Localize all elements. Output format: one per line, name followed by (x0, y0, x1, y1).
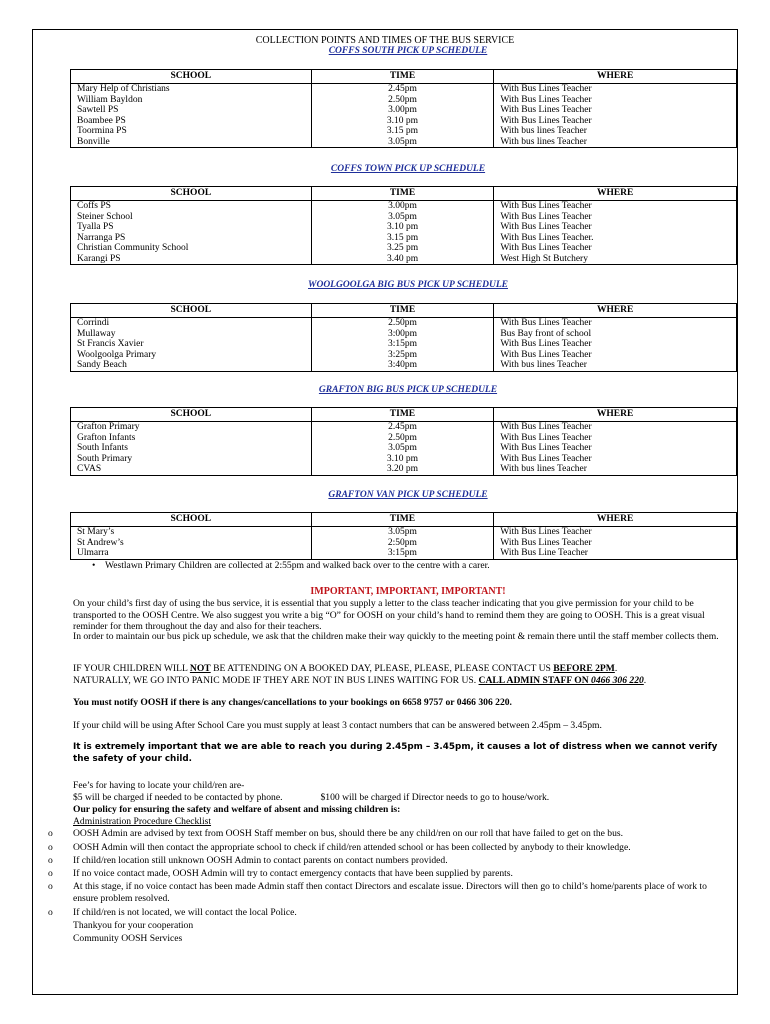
policy-heading: Our policy for ensuring the safety and welfare of absent and missing children is: (73, 804, 401, 815)
school-cell: Sawtell PS (71, 105, 312, 116)
column-header: TIME (311, 304, 494, 318)
table-row (71, 318, 737, 329)
time-cell: 3:25pm (311, 350, 494, 361)
time-cell: 3.00pm (311, 201, 494, 212)
school-cell: Grafton Primary (71, 422, 312, 433)
table-row (71, 339, 737, 350)
list-bullet-icon: o (48, 881, 53, 892)
column-header: WHERE (494, 408, 737, 422)
list-bullet-icon: o (48, 842, 53, 853)
where-cell: With Bus Lines Teacher (494, 443, 737, 454)
schedule-title-grafton-van: GRAFTON VAN PICK UP SCHEDULE (328, 490, 488, 500)
where-cell: With Bus Lines Teacher (494, 527, 737, 538)
table-row (71, 350, 737, 361)
list-bullet-icon: o (48, 828, 53, 839)
schedule-table-woolgoolga (70, 303, 737, 372)
not-emphasis: NOT (189, 663, 211, 674)
school-cell: Christian Community School (71, 243, 312, 254)
procedure-step: If no voice contact made, OOSH Admin will try to contact emergency contacts that have been supplied by parents. (73, 868, 513, 879)
table-row (71, 95, 737, 106)
important-heading: IMPORTANT, IMPORTANT, IMPORTANT! (310, 586, 506, 597)
call-admin-text: CALL ADMIN STAFF ON (478, 674, 592, 686)
time-cell: 2.50pm (311, 318, 494, 329)
time-cell: 3.05pm (311, 527, 494, 538)
school-cell: Bonville (71, 137, 312, 148)
procedure-step: At this stage, if no voice contact has been made Admin staff then contact Directors and escalate issue. Directors will then go to child’s home/parents place of work to ensure problem resolved. (73, 881, 707, 904)
school-cell: Boambee PS (71, 116, 312, 127)
time-cell: 2:50pm (311, 538, 494, 549)
list-bullet-icon: o (48, 907, 53, 918)
school-cell: Karangi PS (71, 254, 312, 265)
table-row (71, 433, 737, 444)
table-row (71, 243, 737, 254)
where-cell: With Bus Line Teacher (494, 548, 737, 559)
school-cell: Toormina PS (71, 126, 312, 137)
table-row (71, 116, 737, 127)
school-cell: Ulmarra (71, 548, 312, 559)
column-header: WHERE (494, 187, 737, 201)
school-cell: Mullaway (71, 329, 312, 340)
schedule-table-coffs-south (70, 69, 737, 148)
table-row (71, 105, 737, 116)
time-cell: 3.25 pm (311, 243, 494, 254)
time-cell: 3:00pm (311, 329, 494, 340)
school-cell: Mary Help of Christians (71, 84, 312, 95)
fees-line-2 (73, 792, 723, 804)
not-attending-notice (73, 663, 723, 686)
school-cell: Sandy Beach (71, 360, 312, 371)
table-row (71, 233, 737, 244)
time-cell: 3.20 pm (311, 464, 494, 475)
time-cell: 3.05pm (311, 443, 494, 454)
table-header-row (71, 304, 737, 318)
column-header: TIME (311, 513, 494, 527)
table-row (71, 254, 737, 265)
table-header-row (71, 513, 737, 527)
time-cell: 2.45pm (311, 422, 494, 433)
where-cell: With bus lines Teacher (494, 137, 737, 148)
list-bullet-icon: o (48, 868, 53, 879)
time-cell: 3:15pm (311, 339, 494, 350)
table-row (71, 548, 737, 559)
fee-phone: $5 will be charged if needed to be contacted by phone. (73, 792, 283, 803)
procedure-step: OOSH Admin are advised by text from OOSH Staff member on bus, should there be any child/ren on our roll that have failed to get on the bus. (73, 828, 624, 839)
time-cell: 3.10 pm (311, 222, 494, 233)
column-header: SCHOOL (71, 187, 312, 201)
column-header: SCHOOL (71, 70, 312, 84)
column-header: SCHOOL (71, 513, 312, 527)
where-cell: With Bus Lines Teacher (494, 538, 737, 549)
table-row (71, 329, 737, 340)
column-header: SCHOOL (71, 304, 312, 318)
where-cell: With Bus Lines Teacher (494, 212, 737, 223)
column-header: WHERE (494, 304, 737, 318)
fee-visit: $100 will be charged if Director needs to go to house/work. (320, 792, 550, 803)
column-header: TIME (311, 408, 494, 422)
where-cell: With Bus Lines Teacher (494, 243, 737, 254)
schedule-title-grafton-big-bus: GRAFTON BIG BUS PICK UP SCHEDULE (318, 385, 498, 395)
not-attending-end: . (643, 674, 647, 686)
table-row (71, 212, 737, 223)
where-cell: With Bus Lines Teacher (494, 454, 737, 465)
table-row (71, 527, 737, 538)
where-cell: With Bus Lines Teacher (494, 339, 737, 350)
table-row (71, 443, 737, 454)
time-cell: 3:40pm (311, 360, 494, 371)
school-cell: South Infants (71, 443, 312, 454)
where-cell: With Bus Lines Teacher (494, 116, 737, 127)
column-header: SCHOOL (71, 408, 312, 422)
table-header-row (71, 408, 737, 422)
time-cell: 3.05pm (311, 137, 494, 148)
table-row (71, 360, 737, 371)
time-cell: 3.10 pm (311, 116, 494, 127)
where-cell: Bus Bay front of school (494, 329, 737, 340)
where-cell: With Bus Lines Teacher (494, 222, 737, 233)
fees-line-1: Fee’s for having to locate your child/ren are- (73, 780, 245, 791)
checklist-heading: Administration Procedure Checklist (73, 816, 212, 827)
where-cell: With Bus Lines Teacher (494, 84, 737, 95)
time-cell: 2.50pm (311, 433, 494, 444)
procedure-step: If child/ren is not located, we will contact the local Police. (73, 907, 297, 918)
procedure-step: If child/ren location still unknown OOSH Admin to contact parents on contact numbers provided. (73, 855, 448, 866)
column-header: WHERE (494, 513, 737, 527)
westlawn-note (92, 560, 490, 571)
contacts-notice: If your child will be using After School Care you must supply at least 3 contact numbers that can be answered between 2.45pm – 3.45pm. (73, 720, 602, 731)
table-header-row (71, 70, 737, 84)
admin-phone: 0466 306 220 (591, 674, 644, 686)
table-header-row (71, 187, 737, 201)
school-cell: Grafton Infants (71, 433, 312, 444)
procedure-step: OOSH Admin will then contact the appropriate school to check if child/ren attended school or has been collected by anybody to their knowledge. (73, 842, 631, 853)
school-cell: Narranga PS (71, 233, 312, 244)
time-cell: 3.00pm (311, 105, 494, 116)
table-row (71, 201, 737, 212)
time-cell: 3:15pm (311, 548, 494, 559)
column-header: WHERE (494, 70, 737, 84)
time-cell: 3.40 pm (311, 254, 494, 265)
time-cell: 3.10 pm (311, 454, 494, 465)
school-cell: Coffs PS (71, 201, 312, 212)
schedule-table-coffs-town (70, 186, 737, 265)
extremely-important-notice: It is extremely important that we are able to reach you during 2.45pm – 3.45pm, it causes a lot of distress when we cannot verify the safety of your child. (73, 742, 718, 764)
where-cell: With Bus Lines Teacher (494, 95, 737, 106)
where-cell: With Bus Lines Teacher. (494, 233, 737, 244)
school-cell: St Francis Xavier (71, 339, 312, 350)
westlawn-note-text: Westlawn Primary Children are collected at 2:55pm and walked back over to the centre with a carer. (104, 560, 490, 571)
notify-notice: You must notify OOSH if there is any changes/cancellations to your bookings on 6658 9757 or 0466 306 220. (73, 697, 512, 708)
where-cell: With bus lines Teacher (494, 464, 737, 475)
where-cell: With bus lines Teacher (494, 126, 737, 137)
table-row (71, 538, 737, 549)
time-cell: 3.15 pm (311, 233, 494, 244)
school-cell: Steiner School (71, 212, 312, 223)
table-row (71, 464, 737, 475)
school-cell: Corrindi (71, 318, 312, 329)
time-cell: 3.15 pm (311, 126, 494, 137)
where-cell: With Bus Lines Teacher (494, 318, 737, 329)
closing-thanks: Thankyou for your cooperation (73, 920, 194, 931)
schedule-title-woolgoolga: WOOLGOOLGA BIG BUS PICK UP SCHEDULE (308, 280, 508, 290)
panic-mode-text: NATURALLY, WE GO INTO PANIC MODE IF THEY ARE NOT IN BUS LINES WAITING FOR US. (73, 674, 479, 686)
school-cell: CVAS (71, 464, 312, 475)
schedule-title-coffs-town: COFFS TOWN PICK UP SCHEDULE (330, 164, 486, 174)
not-attending-text-1: IF YOUR CHILDREN WILL (73, 663, 190, 674)
closing-organisation: Community OOSH Services (73, 933, 183, 944)
where-cell: With bus lines Teacher (494, 360, 737, 371)
column-header: TIME (311, 187, 494, 201)
school-cell: William Bayldon (71, 95, 312, 106)
before-2pm-emphasis: BEFORE 2PM (553, 663, 615, 674)
school-cell: Woolgoolga Primary (71, 350, 312, 361)
table-row (71, 126, 737, 137)
where-cell: With Bus Lines Teacher (494, 433, 737, 444)
bullet-icon: • (92, 560, 96, 571)
schedule-table-grafton-big-bus (70, 407, 737, 476)
school-cell: South Primary (71, 454, 312, 465)
school-cell: St Andrew’s (71, 538, 312, 549)
important-paragraph-1: On your child’s first day of using the bus service, it is essential that you supply a letter to the class teacher indicating that you give permission for your child to be transported to the OOSH Centre. We also suggest you write a big “O” for OOSH on your child’s hand to remind them they are going to OOSH. This is a great visual reminder for them throughout the day and also for their teachers. (73, 598, 705, 632)
list-bullet-icon: o (48, 855, 53, 866)
school-cell: St Mary’s (71, 527, 312, 538)
where-cell: West High St Butchery (494, 254, 737, 265)
table-row (71, 422, 737, 433)
where-cell: With Bus Lines Teacher (494, 105, 737, 116)
where-cell: With Bus Lines Teacher (494, 201, 737, 212)
page-title: COLLECTION POINTS AND TIMES OF THE BUS SERVICE (255, 35, 515, 46)
not-attending-text-2: BE ATTENDING ON A BOOKED DAY, PLEASE, PLEASE, PLEASE CONTACT US (210, 663, 554, 674)
school-cell: Tyalla PS (71, 222, 312, 233)
time-cell: 2.45pm (311, 84, 494, 95)
where-cell: With Bus Lines Teacher (494, 350, 737, 361)
important-paragraph-2: In order to maintain our bus pick up schedule, we ask that the children make their way quickly to the meeting point & remain there until the staff member collects them. (73, 631, 719, 642)
time-cell: 2.50pm (311, 95, 494, 106)
table-row (71, 84, 737, 95)
schedule-table-grafton-van (70, 512, 737, 560)
table-row (71, 137, 737, 148)
not-attending-text-3: . (614, 663, 618, 674)
column-header: TIME (311, 70, 494, 84)
schedule-title-coffs-south: COFFS SOUTH PICK UP SCHEDULE (328, 46, 488, 56)
table-row (71, 454, 737, 465)
time-cell: 3.05pm (311, 212, 494, 223)
where-cell: With Bus Lines Teacher (494, 422, 737, 433)
table-row (71, 222, 737, 233)
